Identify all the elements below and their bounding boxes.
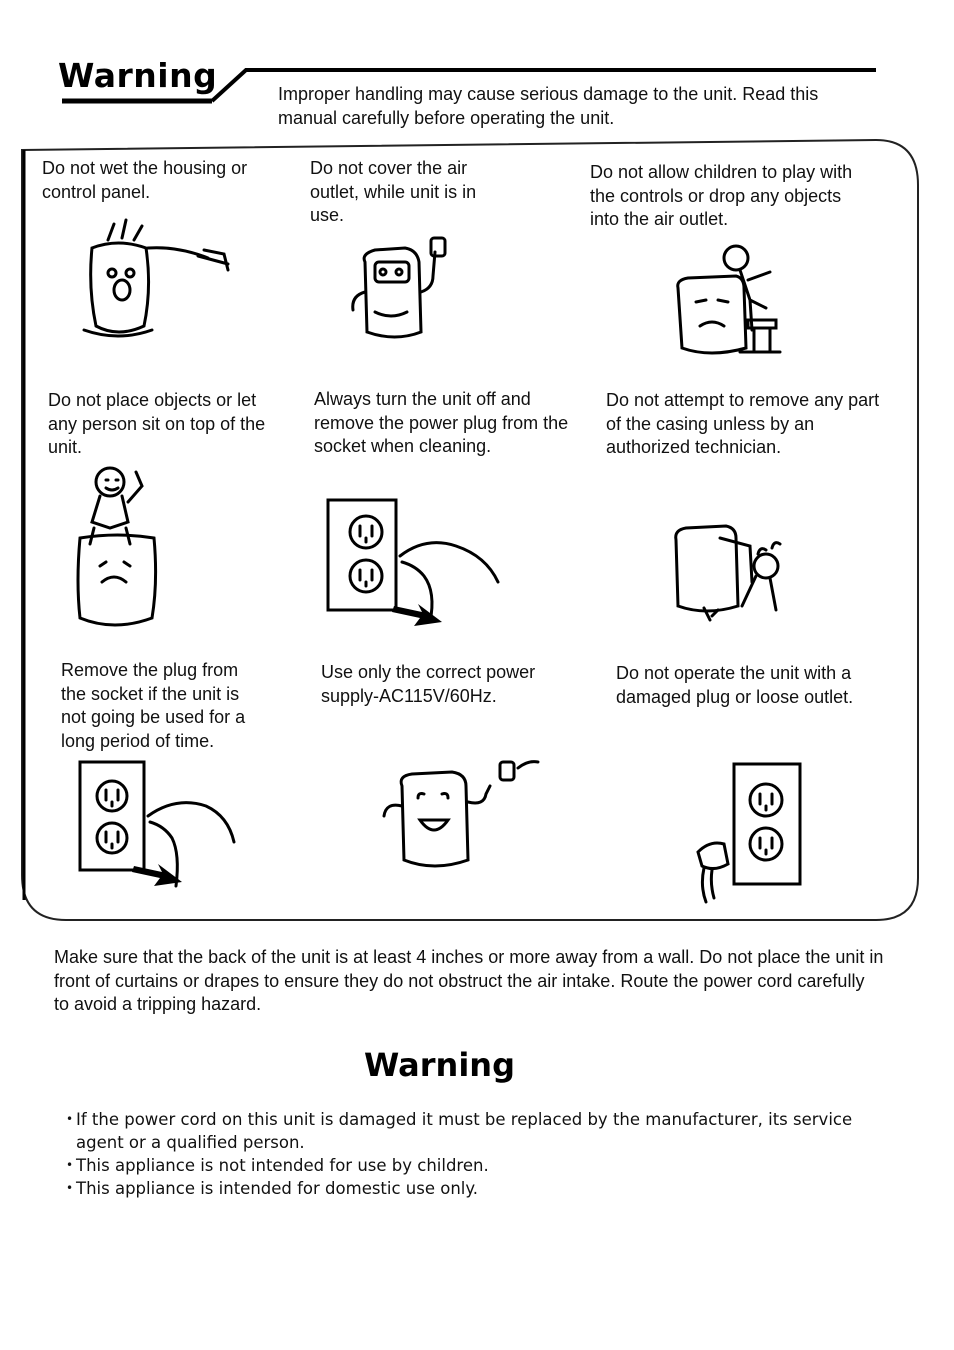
list-item: • This appliance is intended for domestic use only. (66, 1177, 886, 1200)
warning-text-children-controls: Do not allow children to play with the controls or drop any objects into the air outlet. (590, 162, 853, 229)
warning-text-remove-casing: Do not attempt to remove any part of the casing unless by an authorized technician. (606, 390, 880, 457)
placement-note: Make sure that the back of the unit is at least 4 inches or more away from a wall. Do not place the unit in front of curtains or drapes to ensure they do not obstruct the air intake. Route the power cord carefully to avoid a tripping hazard. (54, 947, 884, 1014)
warning-text-unplug-cleaning: Always turn the unit off and remove the power plug from the socket when cleaning. (314, 389, 569, 456)
warning-bullet-list (66, 1108, 886, 1200)
warning-text-objects-on-top: Do not place objects or let any person sit on top of the unit. (48, 390, 266, 457)
spraying-water-on-unit-illustration (78, 218, 238, 343)
child-at-unit-illustration (670, 240, 785, 362)
warning-text-damaged-plug: Do not operate the unit with a damaged plug or loose outlet. (616, 663, 854, 707)
child-sitting-on-unit-illustration (70, 462, 180, 634)
damaged-plug-outlet-illustration (690, 760, 806, 906)
list-item: • This appliance is not intended for use by children. (66, 1154, 886, 1177)
list-item: • If the power cord on this unit is damaged it must be replaced by the manufacturer, its service agent or a qualified person. (66, 1108, 886, 1154)
intro-text: Improper handling may cause serious damage to the unit. Read this manual carefully before operating the unit. (278, 84, 819, 128)
covered-unit-illustration (345, 232, 465, 347)
person-removing-casing-illustration (670, 520, 785, 622)
warning-text-power-supply: Use only the correct power supply-AC115V/60Hz. (321, 662, 536, 706)
unplug-hand-illustration (76, 758, 246, 893)
warning-text-wet-housing: Do not wet the housing or control panel. (42, 158, 248, 202)
warning-text-cover-outlet: Do not cover the air outlet, while unit is in use. (310, 158, 477, 225)
page-title: Warning (58, 56, 218, 95)
happy-unit-plug-illustration (378, 758, 543, 876)
section-title-warning: Warning (364, 1046, 515, 1084)
unplug-hand-illustration (326, 496, 504, 634)
warning-text-unplug-long-period: Remove the plug from the socket if the unit is not going be used for a long period of time. (61, 660, 246, 751)
